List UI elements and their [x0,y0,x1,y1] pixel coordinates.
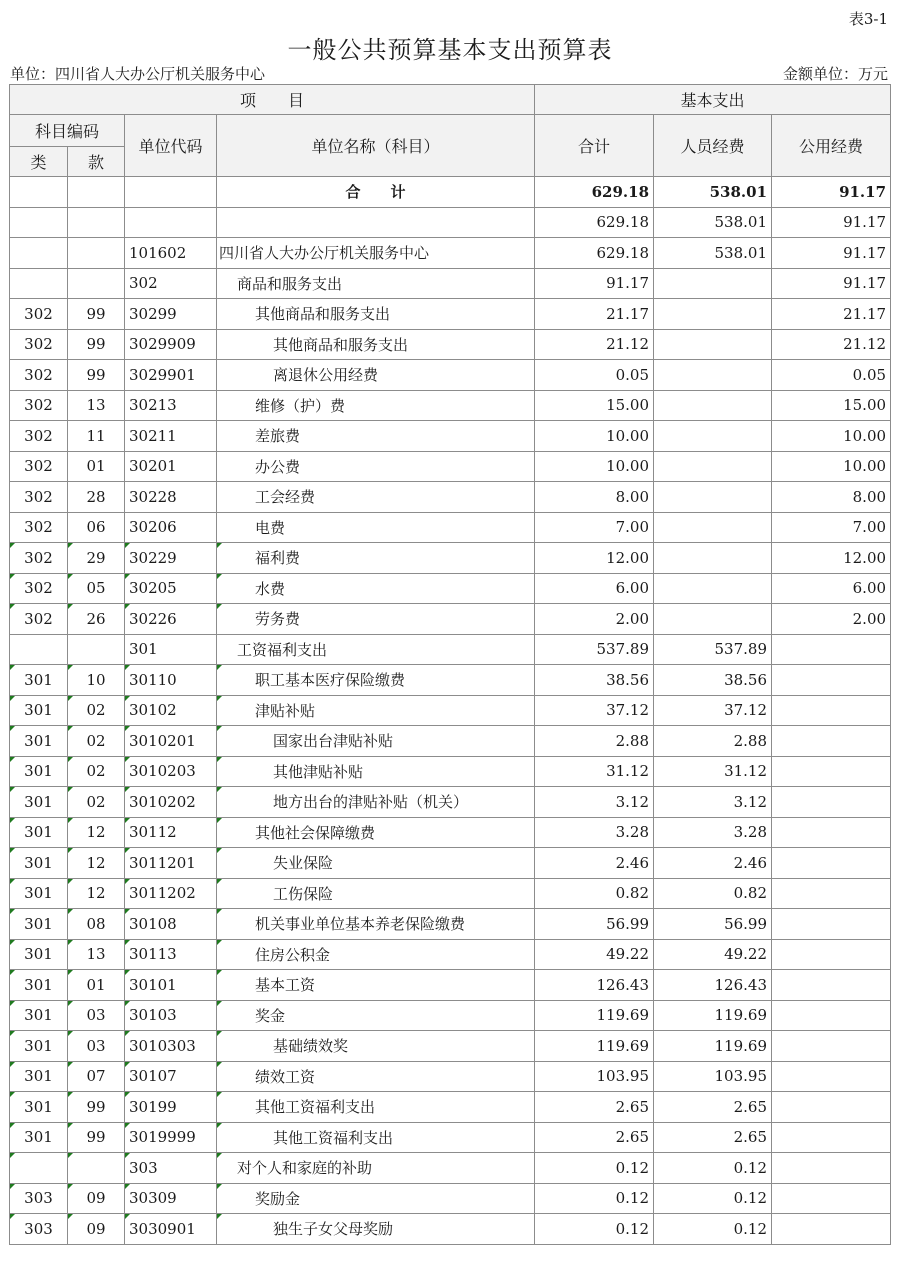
cell-unit-name: 地方出台的津贴补贴（机关） [217,787,535,818]
cell-public [772,1122,891,1153]
cell-unit-code: 3010203 [125,756,217,787]
cell-section: 03 [68,1000,125,1031]
cell-total: 3.12 [535,787,654,818]
cell-total: 2.46 [535,848,654,879]
cell-public [772,878,891,909]
cell-public [772,1214,891,1245]
table-row [10,543,891,574]
cell-public [772,939,891,970]
cell-total: 56.99 [535,909,654,940]
cell-unit-code: 30213 [125,390,217,421]
cell-category: 302 [10,543,68,574]
cell-section: 01 [68,970,125,1001]
table-row [10,207,891,238]
table-row [10,451,891,482]
cell-personnel: 2.65 [654,1122,772,1153]
table-row [10,1000,891,1031]
cell-category [10,268,68,299]
cell-category: 303 [10,1214,68,1245]
total-personnel: 538.01 [654,177,772,208]
cell-section [68,177,125,208]
cell-unit-code: 30229 [125,543,217,574]
cell-unit-code: 30211 [125,421,217,452]
cell-unit-code: 3010202 [125,787,217,818]
cell-unit-code: 30110 [125,665,217,696]
table-row [10,329,891,360]
cell-unit-name: 离退休公用经费 [217,360,535,391]
cell-category: 302 [10,482,68,513]
cell-total: 15.00 [535,390,654,421]
cell-total: 119.69 [535,1031,654,1062]
total-public: 91.17 [772,177,891,208]
cell-unit-code: 30108 [125,909,217,940]
cell-total: 8.00 [535,482,654,513]
cell-category: 301 [10,695,68,726]
cell-section: 01 [68,451,125,482]
cell-unit-name: 独生子女父母奖励 [217,1214,535,1245]
cell-personnel: 0.82 [654,878,772,909]
cell-total: 3.28 [535,817,654,848]
cell-unit-name: 国家出台津贴补贴 [217,726,535,757]
cell-category: 301 [10,1031,68,1062]
cell-total: 0.12 [535,1183,654,1214]
cell-personnel: 3.12 [654,787,772,818]
cell-section: 11 [68,421,125,452]
cell-section: 99 [68,360,125,391]
cell-public [772,756,891,787]
total-label: 合 计 [217,177,535,208]
cell-public: 6.00 [772,573,891,604]
cell-category [10,1153,68,1184]
cell-unit-name: 商品和服务支出 [217,268,535,299]
cell-public [772,1153,891,1184]
table-row [10,970,891,1001]
cell-unit-code: 30201 [125,451,217,482]
header-personnel: 人员经费 [654,115,772,177]
header-public: 公用经费 [772,115,891,177]
cell-public: 8.00 [772,482,891,513]
cell-unit-code: 30226 [125,604,217,635]
cell-unit-code [125,177,217,208]
cell-section: 02 [68,695,125,726]
table-row [10,1092,891,1123]
table-row [10,482,891,513]
cell-personnel [654,604,772,635]
cell-total: 2.00 [535,604,654,635]
cell-public [772,1092,891,1123]
cell-personnel [654,268,772,299]
cell-total: 38.56 [535,665,654,696]
cell-section: 29 [68,543,125,574]
cell-public: 2.00 [772,604,891,635]
cell-personnel: 2.65 [654,1092,772,1123]
cell-unit-code: 3010201 [125,726,217,757]
cell-category: 301 [10,878,68,909]
table-row [10,634,891,665]
cell-public [772,634,891,665]
cell-category: 301 [10,817,68,848]
cell-category: 301 [10,939,68,970]
cell-unit-code: 30113 [125,939,217,970]
cell-personnel [654,299,772,330]
table-row [10,1061,891,1092]
cell-total: 31.12 [535,756,654,787]
cell-public: 21.17 [772,299,891,330]
cell-category [10,207,68,238]
cell-personnel: 126.43 [654,970,772,1001]
cell-total: 2.65 [535,1092,654,1123]
cell-section: 13 [68,939,125,970]
table-row [10,726,891,757]
cell-unit-code: 30228 [125,482,217,513]
cell-section: 99 [68,299,125,330]
cell-unit-name: 工会经费 [217,482,535,513]
cell-unit-code [125,207,217,238]
cell-public: 7.00 [772,512,891,543]
cell-unit-code: 303 [125,1153,217,1184]
cell-category: 303 [10,1183,68,1214]
cell-personnel [654,512,772,543]
cell-personnel: 3.28 [654,817,772,848]
cell-section [68,238,125,269]
cell-personnel [654,451,772,482]
table-row [10,1031,891,1062]
cell-category: 301 [10,909,68,940]
cell-unit-code: 3011202 [125,878,217,909]
cell-personnel [654,390,772,421]
table-row [10,665,891,696]
cell-unit-code: 30206 [125,512,217,543]
cell-section: 09 [68,1183,125,1214]
cell-unit-code: 30103 [125,1000,217,1031]
cell-category: 301 [10,1000,68,1031]
cell-total: 0.12 [535,1214,654,1245]
cell-unit-name: 电费 [217,512,535,543]
header-unit-code: 单位代码 [125,115,217,177]
table-row [10,756,891,787]
cell-personnel [654,329,772,360]
cell-public: 10.00 [772,421,891,452]
cell-unit-code: 30199 [125,1092,217,1123]
cell-unit-code: 30112 [125,817,217,848]
cell-category: 302 [10,512,68,543]
cell-total: 2.88 [535,726,654,757]
cell-section: 09 [68,1214,125,1245]
table-row [10,1153,891,1184]
cell-unit-name: 其他津贴补贴 [217,756,535,787]
cell-section: 02 [68,787,125,818]
cell-category: 301 [10,726,68,757]
cell-category: 301 [10,756,68,787]
cell-unit-name: 奖励金 [217,1183,535,1214]
cell-public [772,665,891,696]
cell-personnel: 0.12 [654,1153,772,1184]
cell-section: 99 [68,1122,125,1153]
cell-section [68,634,125,665]
header-category: 类 [10,147,68,177]
cell-unit-name: 维修（护）费 [217,390,535,421]
cell-category: 302 [10,360,68,391]
cell-unit-name: 办公费 [217,451,535,482]
cell-personnel: 56.99 [654,909,772,940]
cell-personnel: 2.88 [654,726,772,757]
table-row [10,695,891,726]
cell-total: 537.89 [535,634,654,665]
cell-section: 12 [68,848,125,879]
cell-unit-name: 其他工资福利支出 [217,1092,535,1123]
cell-unit-code: 101602 [125,238,217,269]
cell-total: 49.22 [535,939,654,970]
cell-personnel [654,573,772,604]
cell-personnel: 2.46 [654,848,772,879]
cell-public [772,726,891,757]
cell-category: 301 [10,848,68,879]
cell-category [10,177,68,208]
cell-category: 302 [10,451,68,482]
cell-total: 103.95 [535,1061,654,1092]
cell-personnel: 103.95 [654,1061,772,1092]
cell-total: 126.43 [535,970,654,1001]
cell-category: 301 [10,1061,68,1092]
cell-public: 10.00 [772,451,891,482]
cell-total: 2.65 [535,1122,654,1153]
cell-public [772,909,891,940]
table-row [10,787,891,818]
total-row [10,177,891,208]
cell-unit-code: 301 [125,634,217,665]
cell-public [772,970,891,1001]
table-row [10,1214,891,1245]
cell-unit-name: 津贴补贴 [217,695,535,726]
cell-personnel [654,421,772,452]
cell-personnel: 49.22 [654,939,772,970]
cell-unit-code: 3030901 [125,1214,217,1245]
cell-total: 0.05 [535,360,654,391]
cell-total: 7.00 [535,512,654,543]
header-section: 款 [68,147,125,177]
cell-personnel: 0.12 [654,1214,772,1245]
amount-unit-label: 金额单位：万元 [782,65,888,83]
table-row [10,390,891,421]
header-basic-expense: 基本支出 [535,85,891,115]
cell-category: 302 [10,329,68,360]
total-sum: 629.18 [535,177,654,208]
cell-section: 13 [68,390,125,421]
cell-personnel: 538.01 [654,238,772,269]
table-row [10,268,891,299]
cell-total: 119.69 [535,1000,654,1031]
cell-section: 06 [68,512,125,543]
table-row [10,1122,891,1153]
table-row [10,299,891,330]
cell-category: 302 [10,573,68,604]
cell-public [772,1183,891,1214]
cell-unit-code: 30205 [125,573,217,604]
table-row [10,573,891,604]
cell-total: 629.18 [535,238,654,269]
cell-section: 03 [68,1031,125,1062]
cell-unit-name: 基础绩效奖 [217,1031,535,1062]
cell-total: 6.00 [535,573,654,604]
page-title: 一般公共预算基本支出预算表 [287,36,613,64]
table-row [10,1183,891,1214]
table-row [10,848,891,879]
cell-total: 12.00 [535,543,654,574]
cell-unit-name: 其他商品和服务支出 [217,329,535,360]
cell-unit-code: 30101 [125,970,217,1001]
cell-total: 10.00 [535,421,654,452]
cell-unit-name: 职工基本医疗保险缴费 [217,665,535,696]
header-total: 合计 [535,115,654,177]
table-row [10,817,891,848]
cell-category: 302 [10,421,68,452]
cell-unit-name: 其他商品和服务支出 [217,299,535,330]
cell-section: 02 [68,726,125,757]
cell-unit-name: 福利费 [217,543,535,574]
cell-section: 08 [68,909,125,940]
cell-unit-name: 四川省人大办公厅机关服务中心 [217,238,535,269]
cell-public [772,1000,891,1031]
cell-public: 12.00 [772,543,891,574]
cell-section [68,1153,125,1184]
cell-total: 21.17 [535,299,654,330]
cell-section: 12 [68,817,125,848]
cell-total: 0.12 [535,1153,654,1184]
cell-unit-code: 30299 [125,299,217,330]
cell-section: 02 [68,756,125,787]
cell-section: 26 [68,604,125,635]
cell-unit-name: 水费 [217,573,535,604]
cell-unit-code: 3029909 [125,329,217,360]
cell-unit-code: 302 [125,268,217,299]
budget-table [9,84,891,1245]
cell-unit-name: 基本工资 [217,970,535,1001]
cell-section: 10 [68,665,125,696]
cell-category: 301 [10,970,68,1001]
table-row [10,512,891,543]
cell-section: 99 [68,329,125,360]
cell-personnel [654,360,772,391]
cell-unit-code: 3011201 [125,848,217,879]
cell-section: 07 [68,1061,125,1092]
cell-category: 302 [10,390,68,421]
cell-unit-name: 劳务费 [217,604,535,635]
cell-personnel: 0.12 [654,1183,772,1214]
header-subject-code: 科目编码 [10,115,125,147]
header-item: 项 目 [10,85,535,115]
table-row [10,604,891,635]
cell-public [772,787,891,818]
table-number: 表3-1 [848,10,888,28]
cell-category: 302 [10,604,68,635]
cell-total: 21.12 [535,329,654,360]
cell-total: 10.00 [535,451,654,482]
cell-personnel: 538.01 [654,207,772,238]
header-unit-name: 单位名称（科目） [217,115,535,177]
cell-unit-name: 绩效工资 [217,1061,535,1092]
cell-category: 301 [10,1122,68,1153]
unit-label: 单位：四川省人大办公厅机关服务中心 [10,65,266,83]
cell-personnel: 38.56 [654,665,772,696]
cell-section [68,268,125,299]
cell-category [10,238,68,269]
cell-personnel: 537.89 [654,634,772,665]
cell-unit-name [217,207,535,238]
cell-unit-name: 奖金 [217,1000,535,1031]
cell-public: 91.17 [772,238,891,269]
cell-category: 302 [10,299,68,330]
table-row [10,360,891,391]
cell-personnel: 119.69 [654,1031,772,1062]
cell-unit-name: 住房公积金 [217,939,535,970]
cell-public [772,695,891,726]
cell-unit-name: 工伤保险 [217,878,535,909]
cell-section: 99 [68,1092,125,1123]
cell-personnel [654,482,772,513]
cell-unit-name: 机关事业单位基本养老保险缴费 [217,909,535,940]
cell-unit-name: 失业保险 [217,848,535,879]
cell-unit-name: 对个人和家庭的补助 [217,1153,535,1184]
cell-category: 301 [10,1092,68,1123]
cell-unit-code: 30309 [125,1183,217,1214]
cell-total: 629.18 [535,207,654,238]
cell-section: 12 [68,878,125,909]
cell-public [772,848,891,879]
cell-public [772,817,891,848]
cell-category [10,634,68,665]
cell-personnel: 37.12 [654,695,772,726]
table-row [10,421,891,452]
cell-total: 0.82 [535,878,654,909]
table-body [10,177,891,1245]
cell-section [68,207,125,238]
cell-section: 05 [68,573,125,604]
cell-public [772,1031,891,1062]
cell-unit-code: 3029901 [125,360,217,391]
table-row [10,238,891,269]
cell-unit-name: 其他工资福利支出 [217,1122,535,1153]
cell-unit-code: 3010303 [125,1031,217,1062]
cell-public: 91.17 [772,268,891,299]
cell-personnel: 31.12 [654,756,772,787]
cell-personnel [654,543,772,574]
cell-public: 21.12 [772,329,891,360]
table-row [10,909,891,940]
cell-public: 0.05 [772,360,891,391]
cell-unit-name: 工资福利支出 [217,634,535,665]
cell-unit-code: 30107 [125,1061,217,1092]
cell-category: 301 [10,665,68,696]
cell-unit-code: 3019999 [125,1122,217,1153]
cell-personnel: 119.69 [654,1000,772,1031]
cell-unit-code: 30102 [125,695,217,726]
table-row [10,939,891,970]
cell-total: 91.17 [535,268,654,299]
cell-public: 15.00 [772,390,891,421]
cell-unit-name: 差旅费 [217,421,535,452]
cell-category: 301 [10,787,68,818]
cell-public: 91.17 [772,207,891,238]
table-row [10,878,891,909]
cell-unit-name: 其他社会保障缴费 [217,817,535,848]
cell-section: 28 [68,482,125,513]
cell-total: 37.12 [535,695,654,726]
cell-public [772,1061,891,1092]
